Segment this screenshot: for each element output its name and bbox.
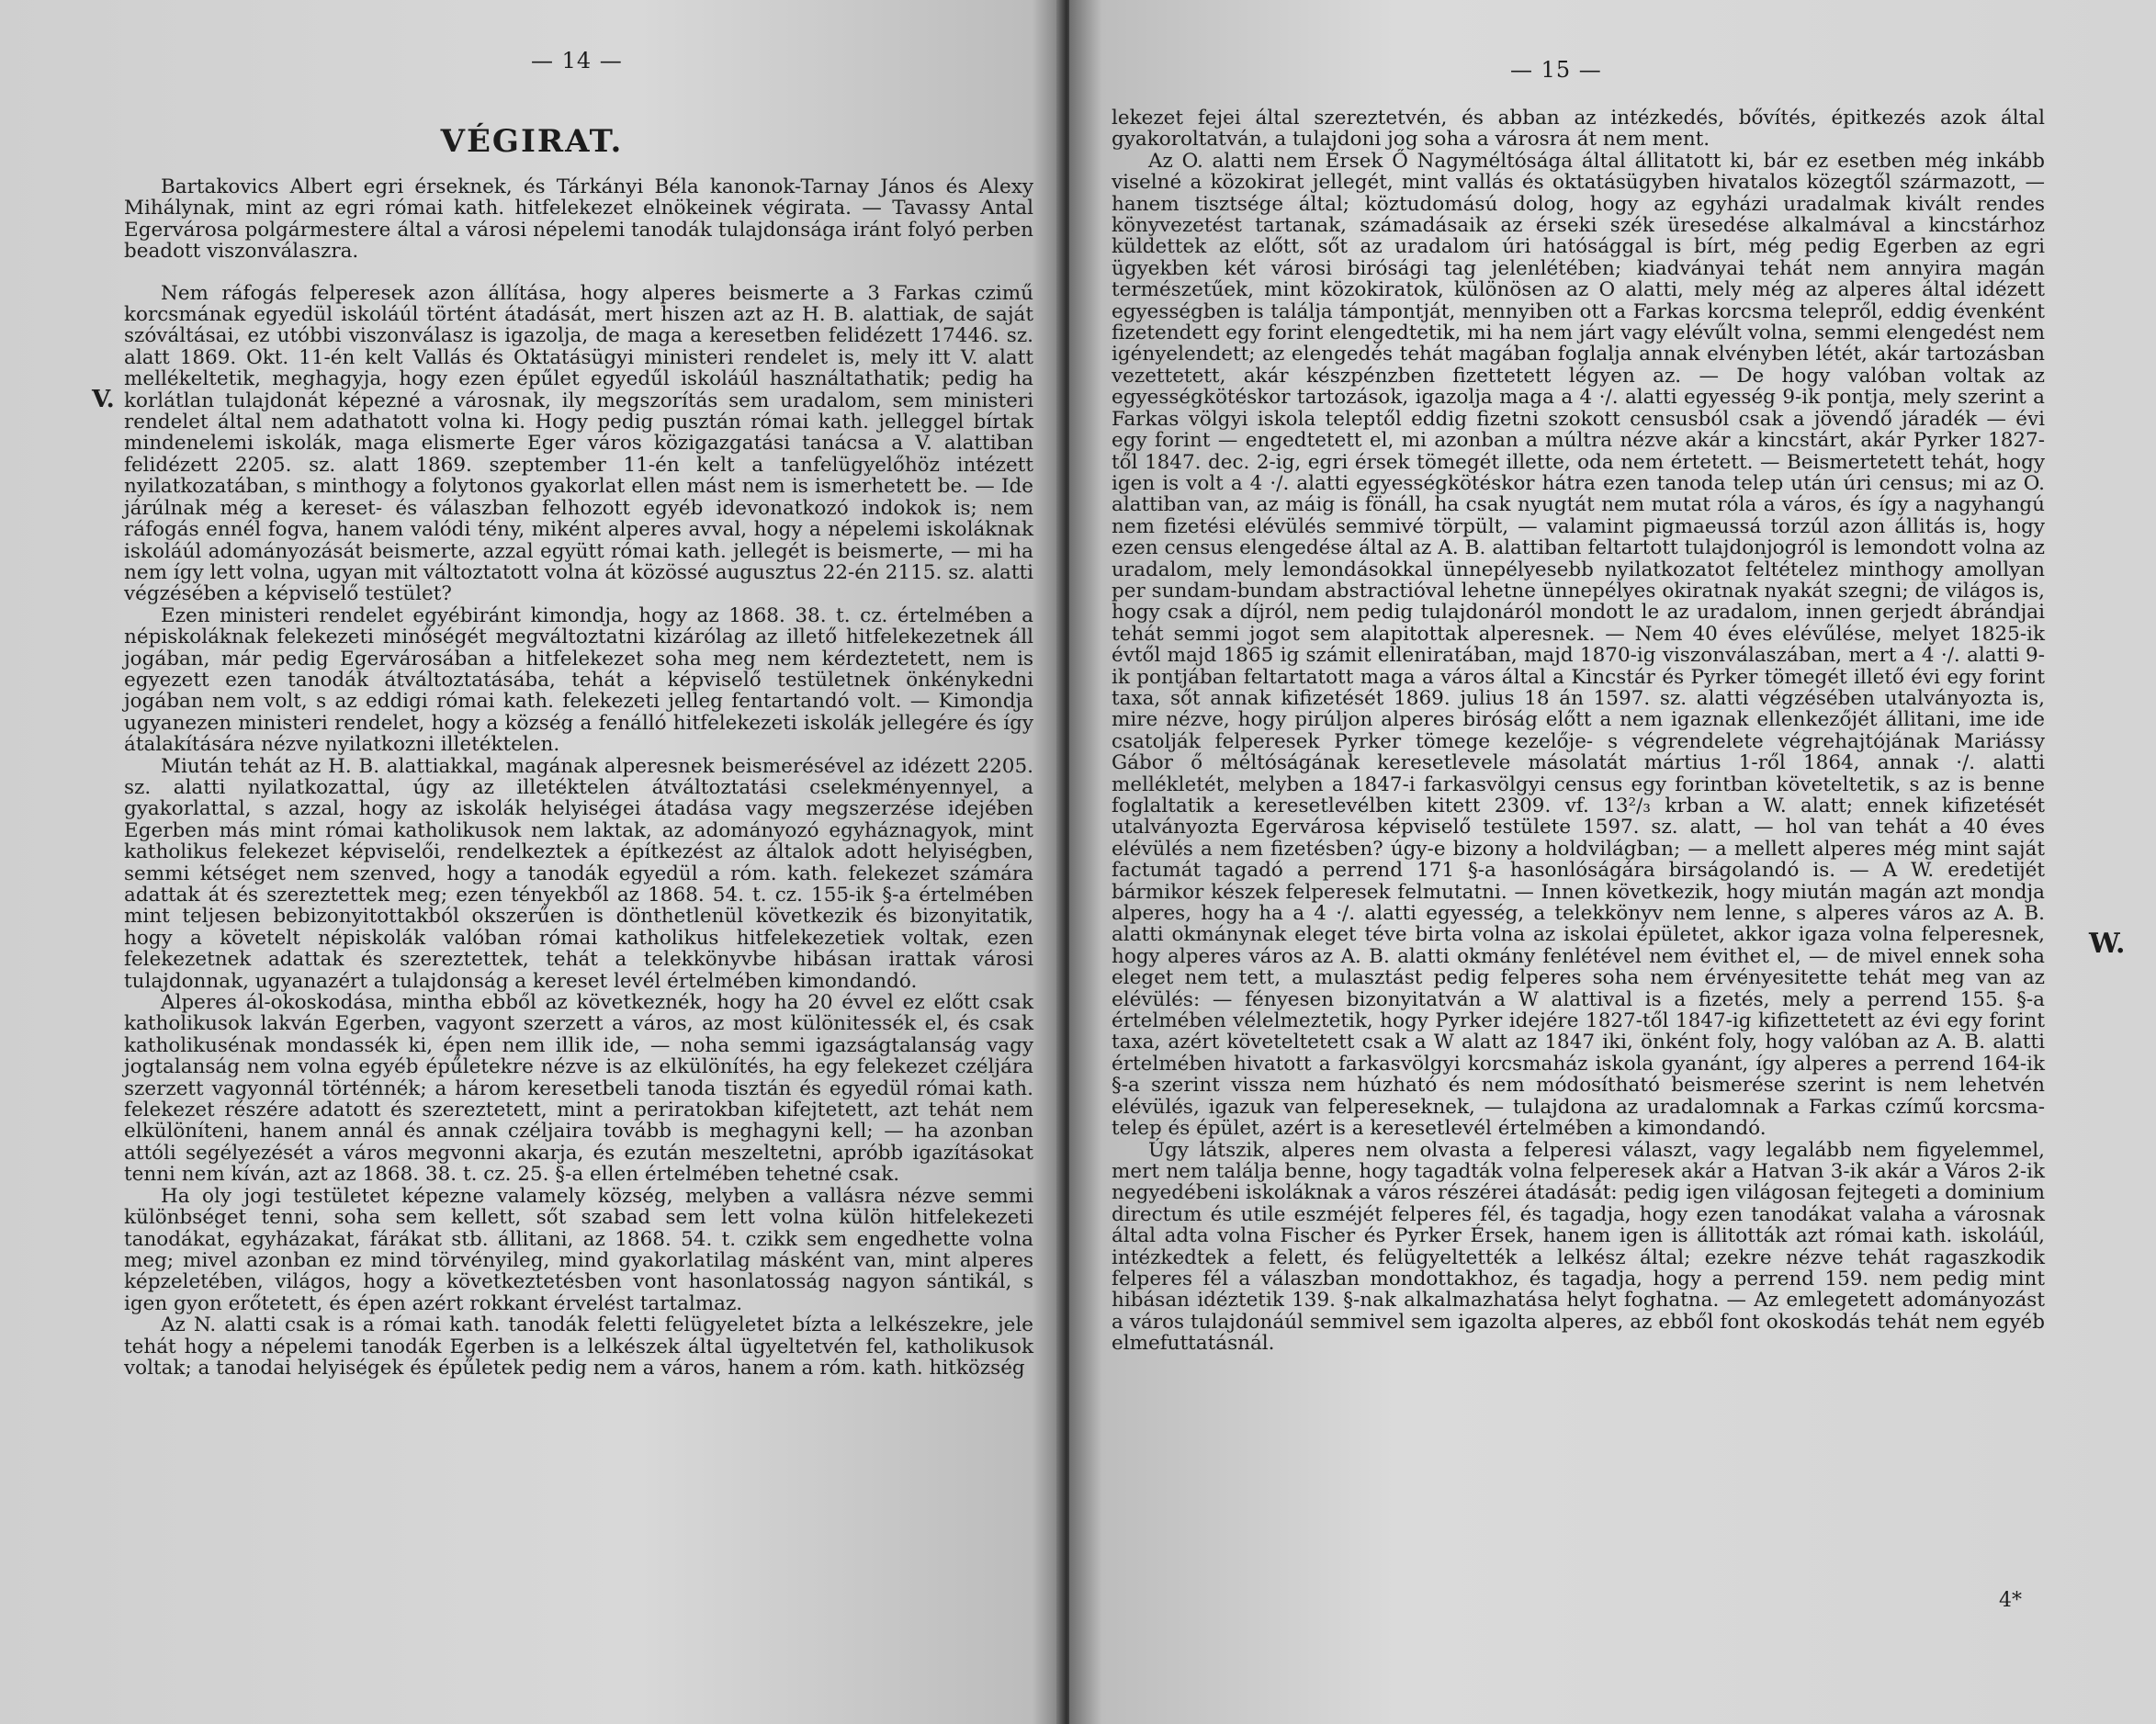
left-page xyxy=(0,0,1064,1724)
margin-letter-v: V. xyxy=(92,386,115,413)
right-text-block xyxy=(1112,107,2045,1355)
paragraph: Ha oly jogi testületet képezne valamely község, melyben a vallásra nézve semmi különbséget tenni, soha sem kellett, sőt szabad sem lett volna külön hitfelekezeti tanodákat, egyházakat, fárákat stb. állitani, az 1868. 54. t. czikk sem engedhette volna meg; mivel azonban ez mind törvényileg, mind gyakorlatilag másként van, mint alperes képzeletében, világos, hogy a következtetésben vont hasonlatosság nagyon sántikál, s igen gyon erőtetett, és épen azért rokkant érvelést tartalmaz. xyxy=(124,1184,1033,1315)
signature-mark: 4* xyxy=(1999,1589,2022,1612)
paragraph: Alperes ál-okoskodása, mintha ebből az következnék, hogy ha 20 évvel ez előtt csak katholikusok lakván Egerben, vagyont szerzett a város, az most különitessék el, és csak katholikusénak mondassék ki, épen nem illik ide, — noha semmi igazságtalanság vagy jogtalanság nem volna egyéb épűletekre nézve is az elkülönítés, ha egy felekezet czéljára szerzett vagyonnál történnék; a három keresetbeli tanoda tisztán és egyedül római kath. felekezet részére adatott és szereztetett, mint a periratokban kifejtetett, azt tehát nem elkülöníteni, hanem annál és annak czéljaira tovább is meghagyni kell; — ha azonban attóli segélyezését a város megvonni akarja, és ezután meszeltetni, apróbb igazításokat tenni nem kíván, azt az 1868. 38. t. cz. 25. §-a ellen értelmében tehetné csak. xyxy=(124,991,1033,1187)
paragraph: Az N. alatti csak is a római kath. tanodák feletti felügyeletet bízta a lelkészekre, jele tehát hogy a népelemi tanodák Egerben is a lelkészek által ügyeltetvén fel, katholikusok voltak; a tanodai helyiségek és épűletek pedig nem a város, hanem a róm. kath. hitközség xyxy=(124,1313,1033,1380)
page-title: VÉGIRAT. xyxy=(440,123,624,160)
paragraph: Úgy látszik, alperes nem olvasta a felperesi választ, vagy legalább nem figyelemmel, mert nem találja benne, hogy tagadták volna felperesek akár a Hatvan 3-ik akár a Város 2-ik negyedébeni iskoláknak a város részérei átadását: pedig igen világosan fejtegeti a dominium directum és utile eszméjét felperes fél, és tagadja, hogy ezen tanodákat valaha a városnak által adta volna Fischer és Pyrker Érsek, hanem igen is állitották azt római kath. iskoláúl, intézkedtek a felett, és felügyeltették a lelkész által; ezekre nézve tehát ragaszkodik felperes fél a válaszban mondottakhoz, és tagadja, hogy a perrend 159. nem pedig mint hibásan idéztetik 139. §-nak alkalmazhatása helyt foghatna. — Az emlegetett adományozást a város tulajdonáúl semmivel sem igazolta alperes, az ebből font okoskodás tehát nem egyéb elmefuttatásnál. xyxy=(1112,1138,2045,1356)
intro-paragraph: Bartakovics Albert egri érseknek, és Tárkányi Béla kanonok-Tarnay János és Alexy Mihálynak, mint az egri római kath. hitfelekezet elnökeinek végirata. — Tavassy Antal Egervárosa polgármestere által a városi népelemi tanodák tulajdonsága iránt folyó perben beadott viszonválaszra. xyxy=(124,175,1033,264)
right-page xyxy=(1069,0,2156,1724)
margin-letter-w: W. xyxy=(2089,928,2126,960)
page-number-left: — 14 — xyxy=(531,48,623,73)
paragraph: Nem ráfogás felperesek azon állítása, hogy alperes beismerte a 3 Farkas czimű korcsmának egyedül iskoláúl történt átadását, mert hiszen azt az H. B. alattiak, de saját szóváltásai, ez utóbbi viszonválasz is igazolja, de maga a keresetben felidézett 17446. sz. alatt 1869. Okt. 11-én kelt Vallás és Oktatásügyi ministeri rendelet is, mely itt V. alatt mellékeltetik, meghagyja, hogy ezen épűlet egyedűl iskoláúl használtathatik; pedig ha korlátlan tulajdonát képezné a városnak, ily megszorítás sem uradalom, sem ministeri rendelet által nem adathatott volna ki. Hogy pedig pusztán római kath. jelleggel bírtak mindenelemi iskolák, maga elismerte Eger város közigazgatási tanácsa a V. alattiban felidézett 2205. sz. alatt 1869. szeptember 11-én kelt a tanfelügyelőhöz intézett nyilatkozatában, s minthogy a folytonos gyakorlat ellen mást nem is ismerhetett be. — Ide járúlnak még a kereset- és válaszban felhozott egyéb idevonatkozó indokok is; nem ráfogás ennél fogva, hanem valódi tény, miként alperes avval, hogy a népelemi iskoláknak iskoláúl adományozását beismerte, azzal együtt római kath. jellegét is beismerte, — mi ha nem így lett volna, ugyan mit változtatott volna át közössé augusztus 22-én 2115. sz. alatti végzésében a képviselő testület? xyxy=(124,281,1033,606)
paragraph: Az O. alatti nem Érsek Ő Nagyméltósága által állitatott ki, bár ez esetben még inkább viselné a közokirat jellegét, mint vallás és oktatásügyben hivatalos közegtől származott, — hanem tisztsége által; köztudomású dolog, hogy az egyházi uradalmak kivált rendes könyvezetést tartanak, számadásaik az érseki szék üresedése alkalmával a kincstárhoz küldettek az előtt, sőt az uradalom úri hatósággal is bírt, még pedig Egerben az egri ügyekben két városi birósági tag jelenlétében; kiadványai tehát nem annyira magán természetűek, mint közokiratok, különösen az O alatti, mely még az alperes által idézett egyességben is találja támpontját, mennyiben ott a Farkas korcsma telepről, eddig évenként fizetendett egy forint elengedtetik, mi ha nem járt vagy elévűlt volna, semmi elengedést nem igényelendett; az elengedés tehát magában foglalja annak elvényben létét, akár tartozásban vezettetett, akár készpénzben fizettetett légyen az. — De hogy valóban voltak az egyességkötéskor tartozások, igazolja maga a 4 ·/. alatti egyesség 9-ik pontja, mely szerint a Farkas völgyi iskola teleptől eddig fizetni szokott censusból csak a jövendő járadék — évi egy forint — engedtetett el, mi azonban a múltra nézve akár a kincstárt, akár Pyrker 1827-től 1847. dec. 2-ig, egri érsek tömegét illette, oda nem értetett. — Beismertetett tehát, hogy igen is volt a 4 ·/. alatti egyességkötéskor hátra ezen tanoda telep után úri census; mi az O. alattiban van, az máig is fönáll, ha csak nyugtát nem mutat róla a város, és így a nagyhangú nem fizetési elévülés semmivé törpült, — valamint pigmaeussá torzúl azon állitás is, hogy ezen census elengedése által az A. B. alattiban feltartott tulajdonjogról is lemondott volna az uradalom, mely lemondásokkal ünnepélyesebb nyilatkozatot feltételez minthogy amollyan per sundam-bundam abstractióval lehetne ünnepélyes okiratnak nyakát szegni; de világos is, hogy csak a díjról, nem pedig tulajdonáról mondott le az uradalom, innen gerjedt ábrándjai tehát semmi jogot sem alapitottak alperesnek. — Nem 40 éves elévűlése, melyet 1825-ik évtől majd 1865 ig számit elleniratában, majd 1870-ig viszonválaszában, mert a 4 ·/. alatti 9-ik pontjában feltartatott maga a város által a Kincstár és Pyrker tömegét illető évi egy forint taxa, sőt annak kifizetését 1869. julius 18 án 1597. sz. alatti végzésében utalványozta is, mire nézve, hogy pirúljon alperes biróság előtt a nem igaznak ellenkezőjét állitani, ime ide csatolják felperesek Pyrker tömege kezelője- s végrendelete végrehajtójának Mariássy Gábor ő méltóságának keresetlevele másolatát mártius 1-ről 1864, annak ·/. alatti mellékletét, melyben a 1847-i farkasvölgyi census egy forintban követeltetik, s az is benne foglaltatik a keresetlevélben kitett 2309. vf. 13²/₃ krban a W. alatt; ennek kifizetését utalványozta Egervárosa képviselő testülete 1597. sz. alatt, — hol van tehát a 40 éves elévülés a nem fizetésben? úgy-e bizony a holdvilágban; — a mellett alperes még mint saját factumát tagadó a perrend 171 §-a hasonlóságára birságolandó is. — A W. eredetijét bármikor készek felperesek felmutatni. — Innen következik, hogy miután magán azt mondja alperes, hogy ha a 4 ·/. alatti egyesség, a telekkönyv nem lenne, s alperes város az A. B. alatti okmánynak eleget téve birta volna az iskolai épületet, akkor igaza volna felperesnek, hogy alperes város az A. B. alatti okmány fenlétével nem évithet el, — de mivel ennek soha eleget nem tett, a mulasztást pedig felperes soha nem érvényesitette tehát meg van az elévülés: — fényesen bizonyitatván a W alattival is a fizetés, mely a perrend 155. §-a értelmében vélelmeztetik, hogy Pyrker idejére 1827-től 1847-ig kifizettetett az évi egy forint taxa, azért követeltetett csak a W alatt az 1847 iki, önként foly, hogy valóban az A. B. alatti értelmében hivatott a farkasvölgyi korcsmaház iskola gyanánt, így alperes a perrend 164-ik §-a szerint vissza nem húzható és nem módosítható beismerése szerint is nem lehetvén elévülés, igazuk van felpereseknek, — tulajdona az uradalomnak a Farkas czímű korcsma-telep és épület, azért is a keresetlevél értelmében a kimondandó. xyxy=(1112,149,2045,1141)
paragraph: Miután tehát az H. B. alattiakkal, magának alperesnek beismerésével az idézett 2205. sz. alatti nyilatkozattal, úgy az illetéktelen átváltoztatási cselekményennyel, a gyakorlattal, s azzal, hogy az iskolák helyiségei átadása vagy megszerzése idejében Egerben más mint római katholikusok nem laktak, az adományozó egyháznagyok, mint katholikus felekezet képviselői, rendelkeztek a építkezést az általok adott helyiségben, semmi kétséget nem szenved, hogy a tanodák egyedül a róm. kath. felekezet számára adattak át és szereztettek meg; ezen tényekből az 1868. 54. t. cz. 155-ik §-a értelmében mint teljesen bebizonyitottakból okszerűen is dönthetlenül következik és bizonyitatik, hogy a követelt népiskolák valóban római katholikus hitfelekezetiek voltak, ezen felekezetnek adattak és szereztettek, tehát a telekkönyvbe hibásan irattak városi tulajdonnak, ugyanazért a tulajdonság a kereset levél értelmében kimondandó. xyxy=(124,754,1033,993)
paragraph: Ezen ministeri rendelet egyébiránt kimondja, hogy az 1868. 38. t. cz. értelmében a népiskoláknak felekezeti minőségét megváltoztatni kizárólag az illető hitfelekezetnek áll jogában, már pedig Egervárosában a hitfelekezet soha meg nem kérdeztetett, nem is egyezett ezen tanodák átváltoztatásába, tehát a képviselő testületnek önkénykedni jogában nem volt, s az eddigi római kath. felekezeti jelleg fentartandó volt. — Kimondja ugyanezen ministeri rendelet, hogy a község a fenálló hitfelekezeti iskolák jellegére és így átalakítására nézve nyilatkozni illetéktelen. xyxy=(124,603,1033,757)
page-number-right: — 15 — xyxy=(1510,57,1602,83)
left-text-block xyxy=(124,176,1033,1379)
paragraph: lekezet fejei által szereztetvén, és abban az intézkedés, bővítés, épitkezés azok által gyakoroltatván, a tulajdoni jog soha a városra át nem ment. xyxy=(1112,107,2045,152)
